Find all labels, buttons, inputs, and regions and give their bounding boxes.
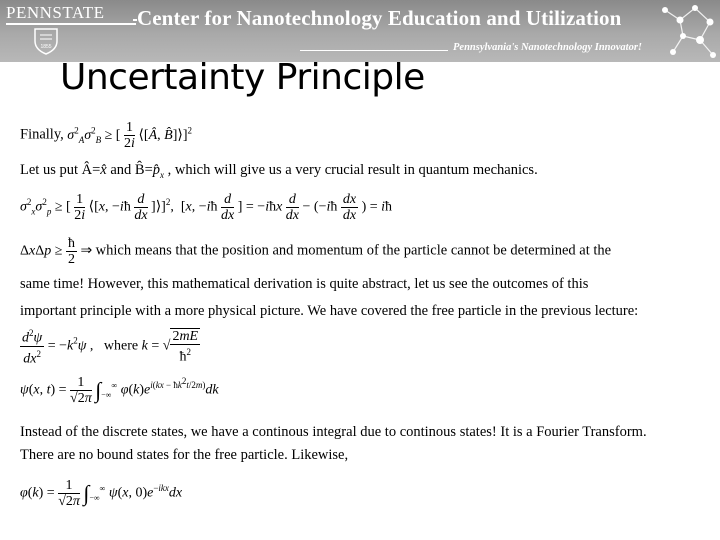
equation-commutator: $\sigma^2_x\sigma^2_p$ ≥ [ $\frac{1}{2i}$ ⟨[x, −iħ $\frac{d}{dx}$ ]⟩]$^2$, [x, −iħ $\frac{d}{dx}$ ] = −iħx $\frac{d}{dx}$ − (−iħ $\frac{dx}{dx}$ ) = iħ	[20, 192, 393, 223]
molecule-icon	[655, 0, 720, 62]
let-us-tail: which will give us a very crucial result in quantum mechanics.	[174, 162, 538, 178]
let-us-label: Let us put	[20, 162, 78, 178]
paragraph-line-2: same time! However, this mathematical derivation is quite abstract, let us see the outcomes of this	[20, 276, 589, 292]
banner-tagline: Pennsylvania's Nanotechnology Innovator!	[453, 42, 643, 53]
shield-year: 1855	[40, 44, 52, 50]
equation-heisenberg: ΔxΔp ≥ $\frac{ħ}{2}$ ⇒ which means that the position and momentum of the particle cannot be determined at the	[20, 236, 612, 267]
pennstate-logo	[6, 3, 126, 58]
equation-finally	[20, 120, 192, 151]
equation-psi-xt: ψ(x, t) = $\frac{1}{√2\pi}$ $\int_{-\infty}^\infty$ $\varphi(k)e^{i(kx - ħk^2t/2m)}dk$	[20, 375, 219, 406]
header-banner	[0, 0, 720, 62]
equation-free-particle: $\frac{d^2\psi}{dx^2}$ = $-k^2\psi$ , where k = √ $\frac{2mE}{ħ^2}$	[22, 328, 199, 367]
banner-title: Center for Nanotechnology Education and Utilization	[137, 6, 622, 30]
pennstate-wordmark: PENNSTATE	[6, 3, 105, 22]
uncertainty-general-formula: $\sigma^2_A\sigma^2_B$ ≥ [ $\frac{1}{2i}$ ⟨[Â, B̂]⟩]$^2$	[67, 120, 192, 151]
finally-label: Finally,	[20, 126, 64, 143]
equation-phi-k: φ(k) = $\frac{1}{√2\pi}$ $\int_{-\infty}^\infty$ ψ(x, $0)e^{-ikx}dx$	[20, 478, 183, 509]
paragraph-line-3: important principle with a more physical picture. We have covered the free particle in the previous lecture:	[20, 303, 639, 319]
logo-rule	[6, 23, 136, 25]
paragraph2-line-1: Instead of the discrete states, we have a continous integral due to continous states! It is a Fourier Transform.	[20, 424, 647, 440]
which-means-text: which means that the position and momentum of the particle cannot be determined at the	[95, 242, 612, 259]
operator-substitution: Â=x̂ and $B̂=p̂_x$ ,	[81, 162, 172, 180]
shield-icon	[32, 27, 60, 55]
tagline-rule	[300, 50, 448, 51]
where-label: where	[103, 338, 139, 354]
slide-title: Uncertainty Principle	[60, 57, 425, 98]
equation-let-us-put	[20, 162, 538, 180]
paragraph2-line-2: There are no bound states for the free particle. Likewise,	[20, 447, 349, 463]
